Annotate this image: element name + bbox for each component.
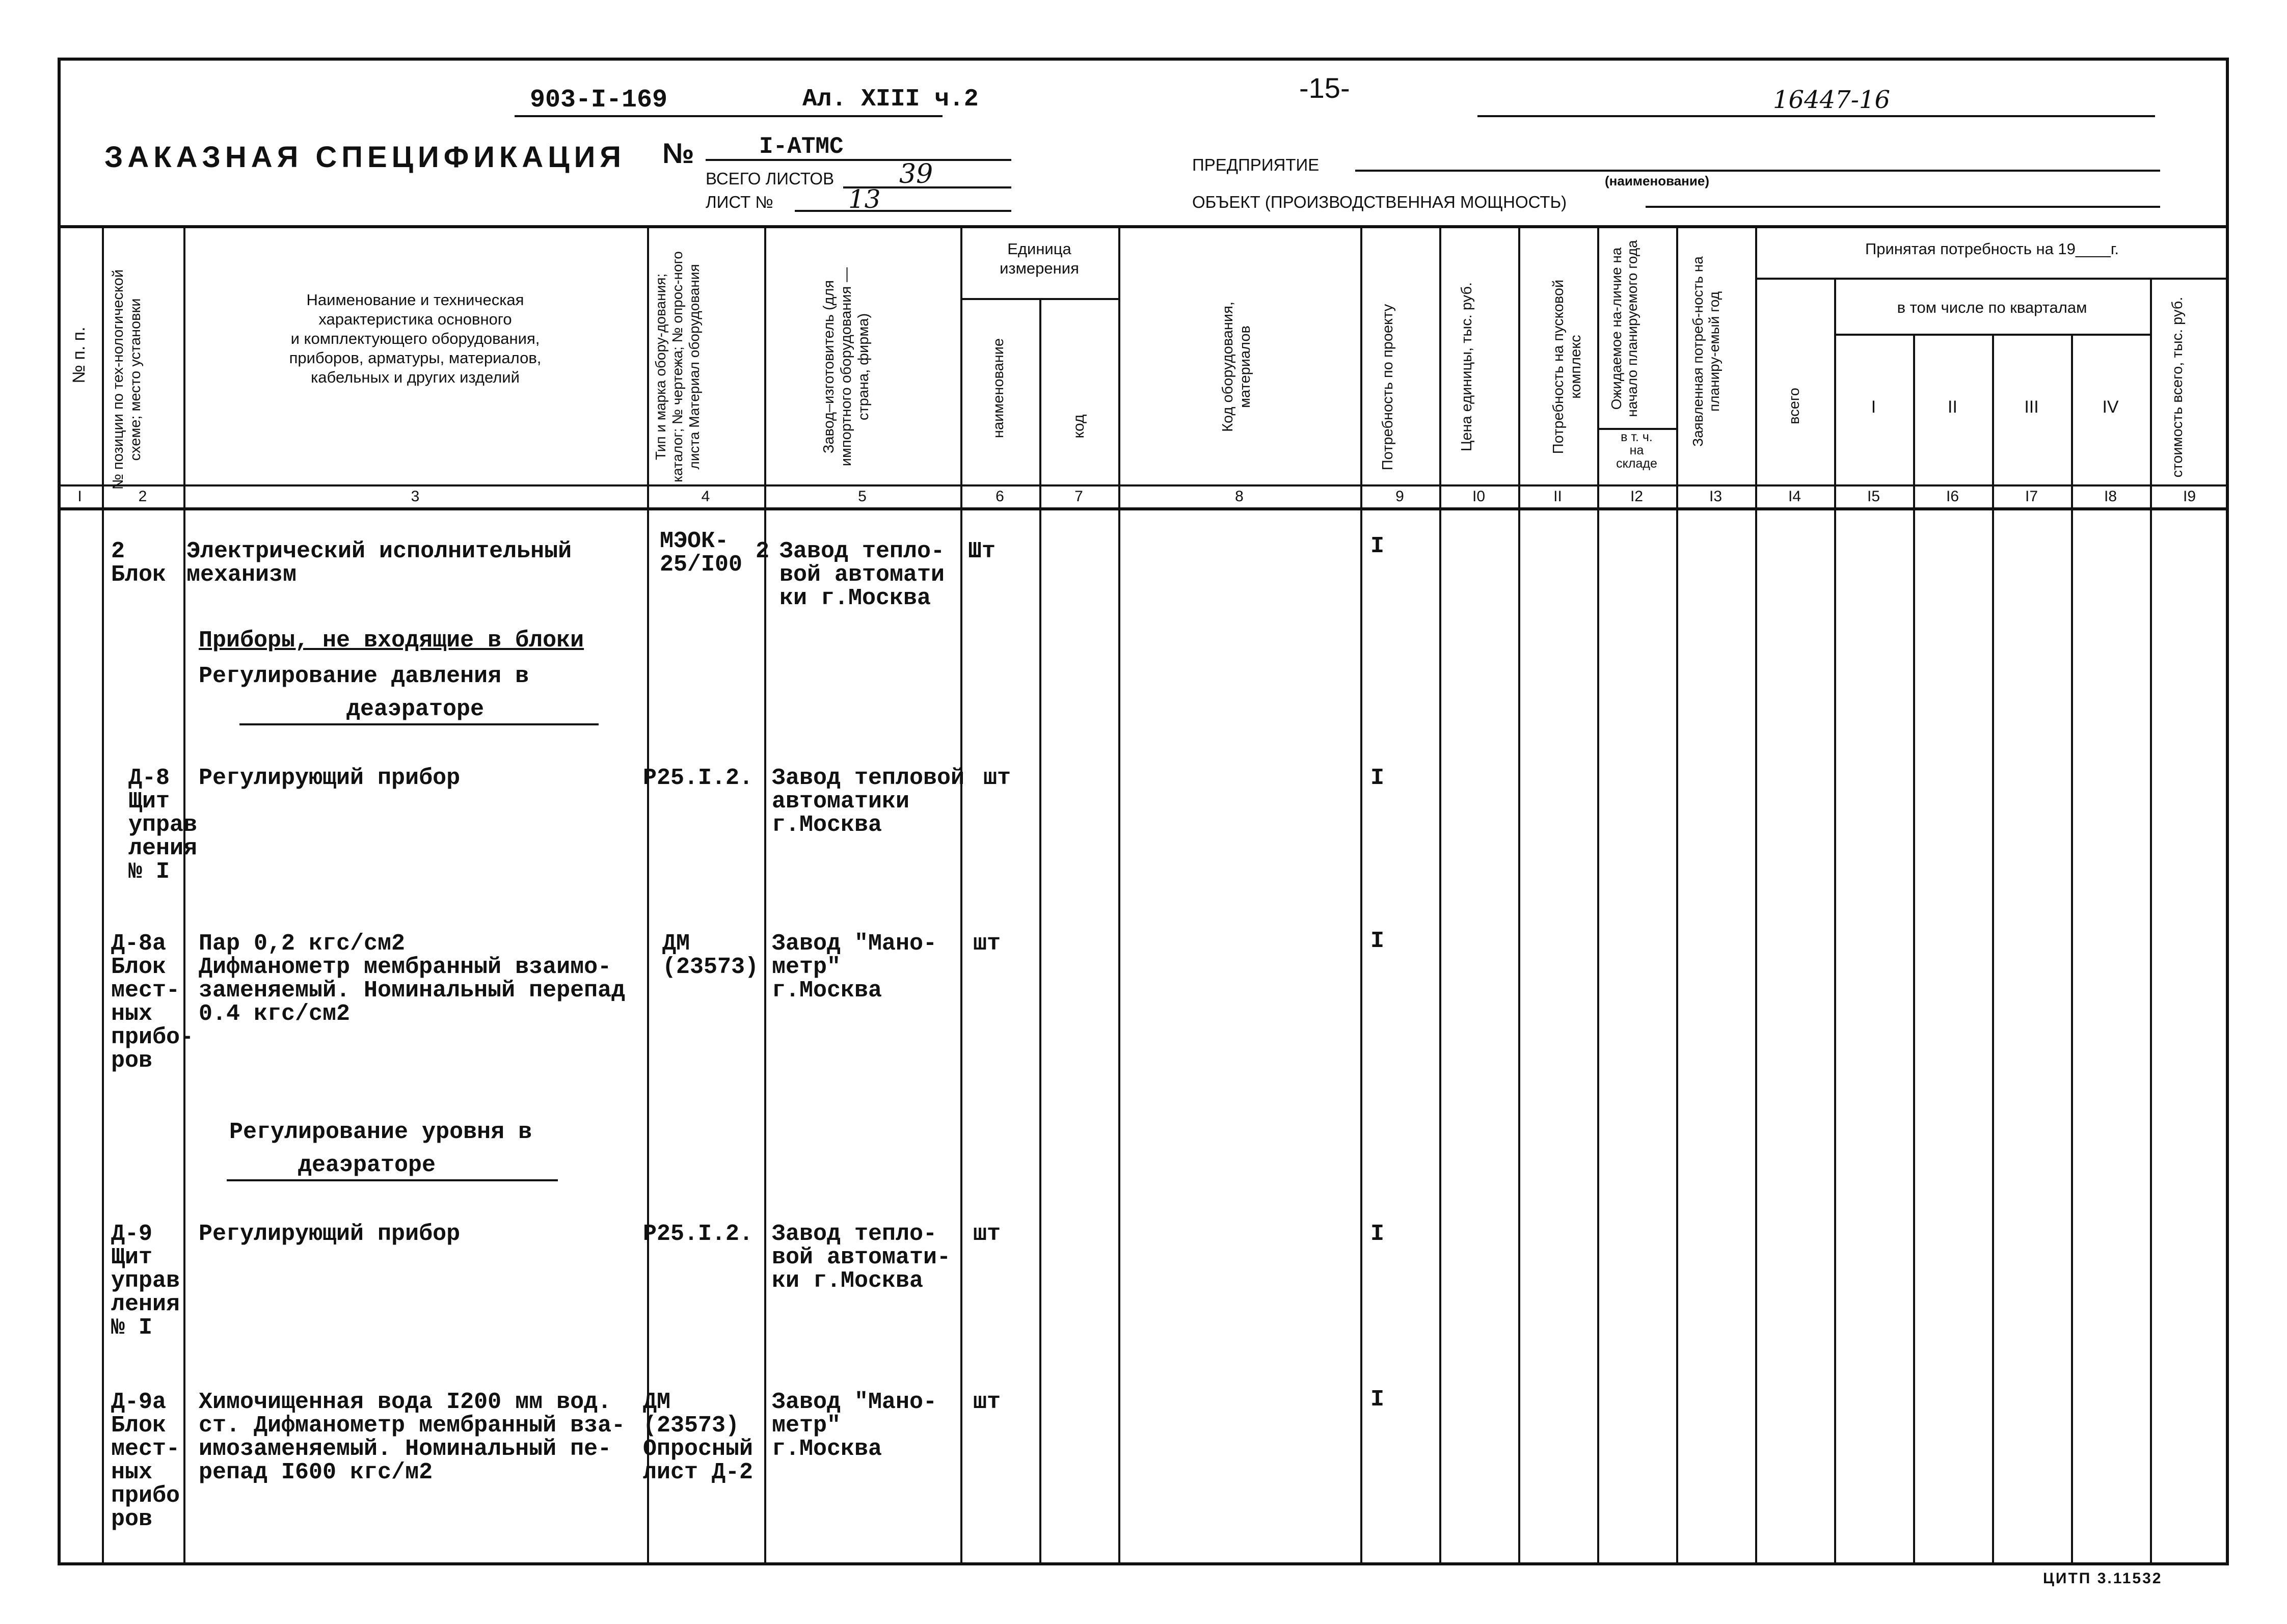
spec-number: I-АТМС bbox=[759, 133, 844, 160]
row-d8a-position: Д-8а Блок мест- ных прибо- ров bbox=[111, 931, 194, 1074]
row1-qty: I bbox=[1370, 533, 1385, 559]
header-q4: IV bbox=[2102, 397, 2119, 417]
column-number: I bbox=[77, 488, 82, 505]
header-c12-sub bbox=[1597, 430, 1676, 470]
header-q1: I bbox=[1871, 397, 1876, 417]
doc-number: 16447-16 bbox=[1773, 86, 1890, 114]
column-number: I6 bbox=[1946, 488, 1959, 505]
header-c12-sub-line: на bbox=[1629, 443, 1644, 457]
row-d9a-unit: шт bbox=[973, 1389, 1001, 1415]
row-d9a-position: Д-9а Блок мест- ных прибо ров bbox=[111, 1389, 180, 1532]
header-c2: № позиции по тех-нологической схеме; место установки bbox=[110, 269, 144, 490]
section-level-subtitle: деаэраторе bbox=[298, 1152, 436, 1178]
row-d9-qty: I bbox=[1370, 1221, 1385, 1247]
spec-title: ЗАКАЗНАЯ СПЕЦИФИКАЦИЯ bbox=[104, 141, 626, 174]
total-sheets-label: ВСЕГО ЛИСТОВ bbox=[706, 169, 835, 188]
row-d9a-maker: Завод "Мано- метр" г.Москва bbox=[772, 1389, 937, 1462]
row-d9-type: Р25.I.2. bbox=[643, 1221, 754, 1247]
row-d8a-type: ДМ (23573) bbox=[662, 931, 759, 980]
col-line-14 bbox=[1834, 278, 1836, 1565]
row-d8a-maker: Завод "Мано- метр" г.Москва bbox=[772, 931, 937, 1004]
sheet-no: 13 bbox=[848, 184, 881, 214]
page-number: -15- bbox=[1299, 72, 1350, 104]
row-d8a-unit: шт bbox=[973, 931, 1001, 957]
row-d9-position: Д-9 Щит управ ления № I bbox=[111, 1221, 180, 1341]
col-line-18 bbox=[2150, 278, 2152, 1565]
header-c3 bbox=[189, 290, 642, 387]
column-number: 3 bbox=[411, 488, 420, 505]
section-pressure-underline bbox=[239, 723, 599, 725]
header-c9: Потребность по проекту bbox=[1380, 304, 1396, 471]
section-pressure-subtitle: деаэраторе bbox=[346, 696, 485, 722]
header-c11: Потребность на пусковой комплекс bbox=[1550, 279, 1584, 454]
section-pressure-title: Регулирование давления в bbox=[199, 663, 529, 689]
album-label: Ал. XIII ч.2 bbox=[802, 86, 979, 113]
row-d8-maker: Завод тепловой автоматики г.Москва bbox=[772, 765, 965, 838]
col-line-15 bbox=[1913, 334, 1915, 1565]
row-d9-name: Регулирующий прибор bbox=[199, 1221, 461, 1247]
object-label: ОБЪЕКТ (ПРОИЗВОДСТВЕННАЯ МОЩНОСТЬ) bbox=[1192, 193, 1567, 211]
header-c12: Ожидаемое на-личие на начало планируемого года bbox=[1608, 240, 1640, 417]
header-bottom-line bbox=[58, 484, 2229, 486]
header-accepted: Принятая потребность на 19____г. bbox=[1865, 240, 2119, 258]
header-c5: Завод–изготовитель (для импортного оборудования —страна, фирма) bbox=[821, 267, 872, 467]
header-c12-sub-line: складе bbox=[1616, 456, 1657, 471]
enterprise-label: ПРЕДПРИЯТИЕ bbox=[1192, 155, 1320, 174]
header-unit-line: Единица bbox=[1007, 240, 1071, 258]
total-sheets: 39 bbox=[899, 159, 933, 190]
column-number: I2 bbox=[1630, 488, 1644, 505]
sheet-no-label: ЛИСТ № bbox=[706, 193, 773, 211]
row-d8-type: Р25.I.2. bbox=[643, 765, 754, 791]
header-c8: Код оборудования, материалов bbox=[1220, 302, 1253, 432]
row-d9-unit: шт bbox=[973, 1221, 1001, 1247]
row1-name: Электрический исполнительный механизм bbox=[186, 538, 572, 588]
col-line-10 bbox=[1518, 225, 1520, 1565]
header-c3-line: кабельных и других изделий bbox=[311, 368, 520, 386]
colnum-bottom-line bbox=[58, 507, 2229, 510]
sheet-frame bbox=[58, 58, 2229, 1565]
col-line-16 bbox=[1992, 334, 1994, 1565]
no-sign: № bbox=[662, 137, 694, 169]
col-line-9 bbox=[1439, 225, 1441, 1565]
row-d9a-type: ДМ (23573) Опросный лист Д-2 bbox=[643, 1389, 754, 1485]
naming-label: (наименование) bbox=[1605, 173, 1709, 188]
col-line-1 bbox=[102, 225, 104, 1565]
col-line-17 bbox=[2071, 334, 2073, 1565]
header-c4: Тип и марка обору-дования; каталог; № чертежа; № опрос-ного листа Материал оборудования bbox=[653, 251, 702, 482]
header-c3-line: характеристика основного bbox=[318, 310, 512, 328]
header-c19: стоимость всего, тыс. руб. bbox=[2169, 296, 2186, 478]
column-number: 5 bbox=[858, 488, 867, 505]
column-number: II bbox=[1553, 488, 1562, 505]
header-q3: III bbox=[2024, 397, 2039, 417]
header-c1: № п. п. bbox=[69, 327, 89, 384]
col-line-8 bbox=[1360, 225, 1362, 1565]
project-code: 903-I-169 bbox=[530, 86, 668, 115]
col-line-5 bbox=[960, 225, 962, 1565]
header-c14: всего bbox=[1786, 388, 1802, 424]
row-d8-unit: шт bbox=[983, 765, 1011, 791]
row-d9a-name: Химочищенная вода I200 мм вод. ст. Дифманометр мембранный вза- имозаменяемый. Номинальный пе- репад I600 кгс/м2 bbox=[199, 1389, 626, 1485]
column-number: I8 bbox=[2104, 488, 2117, 505]
row-d8-position: Д-8 Щит управ ления № I bbox=[128, 765, 198, 885]
row-d8a-qty: I bbox=[1370, 928, 1385, 954]
header-c13: Заявленная потреб-ность на планиру-емый год bbox=[1690, 256, 1722, 447]
header-c3-line: приборов, арматуры, материалов, bbox=[289, 349, 542, 367]
column-number: 6 bbox=[995, 488, 1004, 505]
column-number: 4 bbox=[701, 488, 710, 505]
column-number: I5 bbox=[1867, 488, 1880, 505]
column-number: 7 bbox=[1074, 488, 1083, 505]
row-d8-qty: I bbox=[1370, 765, 1385, 791]
row1-unit: Шт bbox=[968, 538, 996, 564]
column-number: 9 bbox=[1395, 488, 1404, 505]
col-line-3 bbox=[647, 225, 649, 1565]
header-unit bbox=[960, 239, 1118, 278]
row-d8a-name: Пар 0,2 кгс/см2 Дифманометр мембранный взаимо- заменяемый. Номинальный перепад 0.4 кгс/см2 bbox=[199, 931, 626, 1027]
header-q2: II bbox=[1948, 397, 1957, 417]
row1-position: 2 Блок bbox=[111, 538, 167, 588]
table-top-line bbox=[58, 225, 2229, 228]
header-unit-line: измерения bbox=[1000, 259, 1079, 277]
col-line-4 bbox=[764, 225, 766, 1565]
column-number: 8 bbox=[1235, 488, 1244, 505]
column-number: I7 bbox=[2025, 488, 2038, 505]
column-number: I4 bbox=[1788, 488, 1801, 505]
col-line-12 bbox=[1676, 225, 1678, 1565]
row-d9a-qty: I bbox=[1370, 1387, 1385, 1413]
col-line-7 bbox=[1118, 225, 1120, 1565]
row1-maker: Завод тепло- вой автомати ки г.Москва bbox=[779, 538, 945, 611]
header-c6: наименование bbox=[990, 338, 1007, 439]
section-instruments-title: Приборы, не входящие в блоки bbox=[199, 628, 584, 654]
col-line-2 bbox=[183, 225, 185, 1565]
column-number: I9 bbox=[2183, 488, 2196, 505]
col-line-13 bbox=[1755, 225, 1757, 1565]
section-level-title: Регулирование уровня в bbox=[229, 1119, 532, 1145]
header-c10: Цена единицы, тыс. руб. bbox=[1459, 282, 1475, 452]
row1-type: МЭОК- 25/I00 bbox=[660, 528, 743, 578]
footer-code: ЦИТП 3.11532 bbox=[2043, 1570, 2163, 1587]
col-line-11 bbox=[1597, 225, 1599, 1565]
accepted-split-line bbox=[1755, 278, 2229, 280]
section-level-underline bbox=[227, 1179, 558, 1181]
header-quarters: в том числе по кварталам bbox=[1897, 299, 2087, 316]
column-number: 2 bbox=[138, 488, 147, 505]
header-c12-sub-line: в т. ч. bbox=[1621, 430, 1653, 444]
header-c3-line: Наименование и техническая bbox=[306, 291, 524, 309]
row-d8-name: Регулирующий прибор bbox=[199, 765, 461, 791]
row-d9-maker: Завод тепло- вой автомати- ки г.Москва bbox=[772, 1221, 951, 1294]
header-c3-line: и комплектующего оборудования, bbox=[290, 330, 540, 347]
row1-type-suffix: 2 bbox=[756, 538, 770, 564]
column-number: I3 bbox=[1709, 488, 1723, 505]
header-c7: код bbox=[1070, 414, 1087, 439]
column-number: I0 bbox=[1472, 488, 1486, 505]
